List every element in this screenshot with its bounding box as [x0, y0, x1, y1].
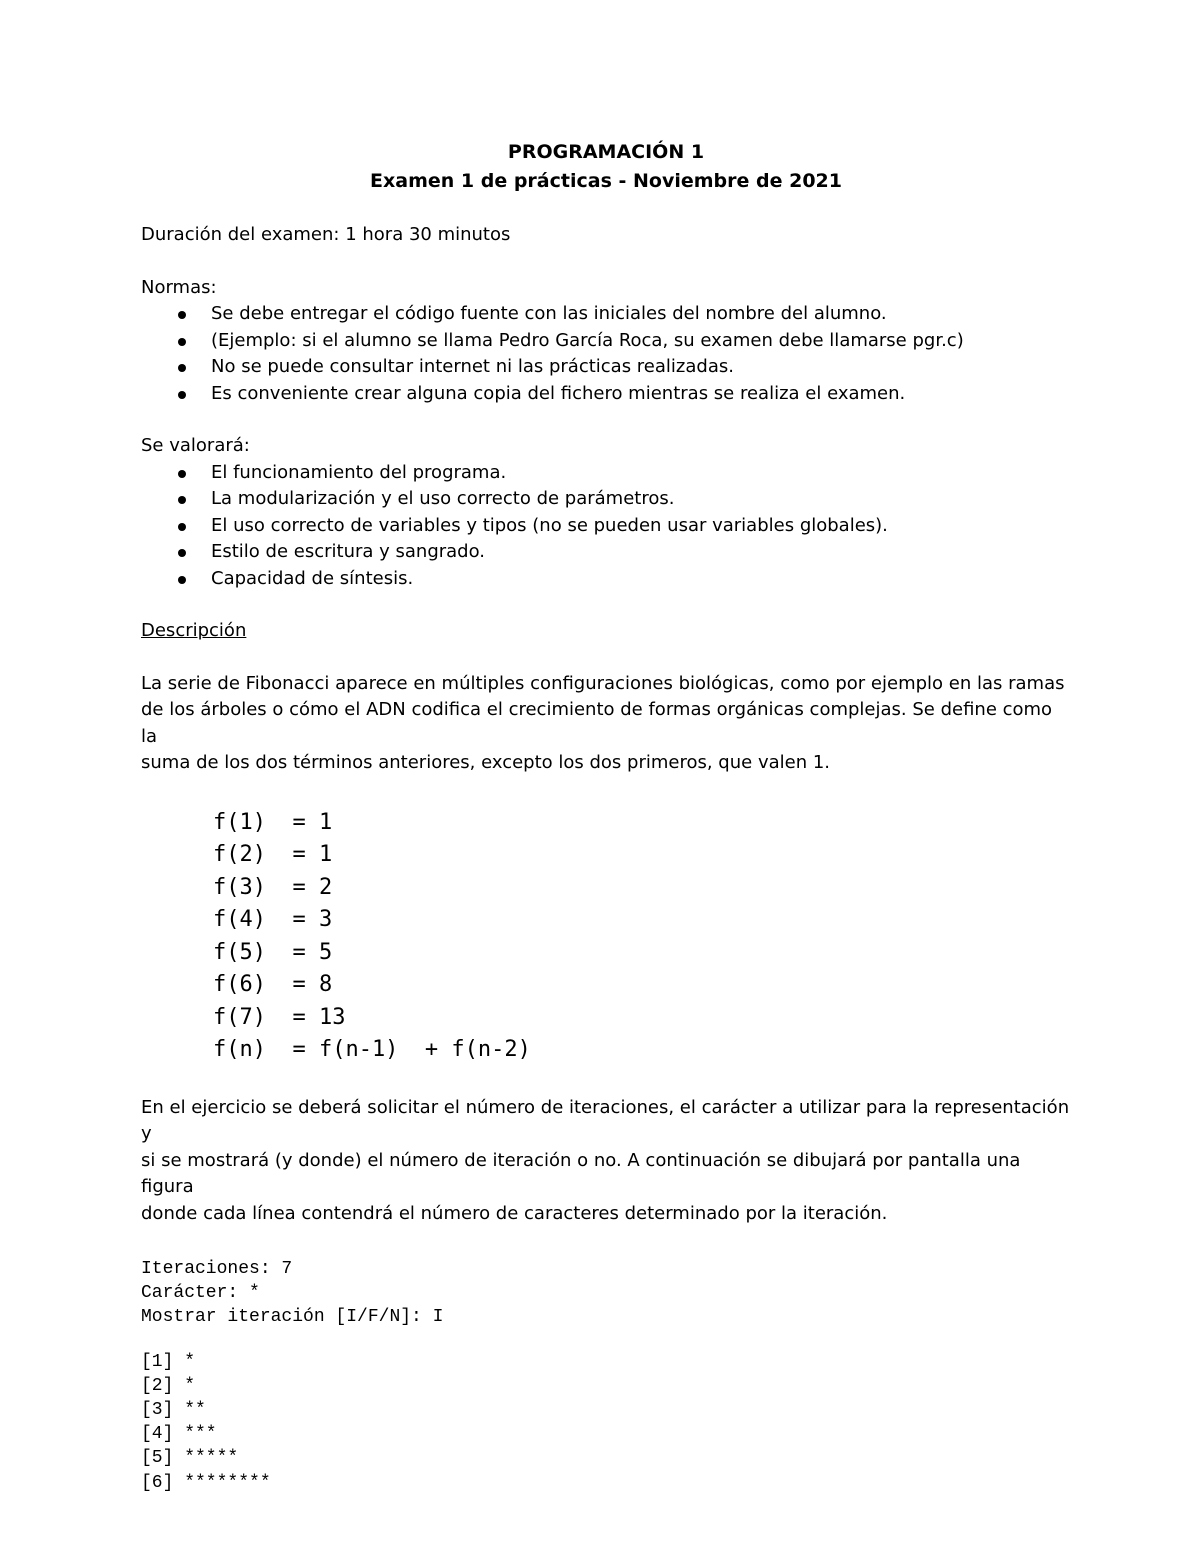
- list-item: Es conveniente crear alguna copia del fichero mientras se realiza el examen.: [211, 381, 1071, 408]
- console-prompt: Iteraciones: 7: [141, 1259, 293, 1279]
- description-heading: Descripción: [141, 620, 247, 641]
- rules-list: [141, 301, 1071, 407]
- console-output-line: [6] ********: [141, 1472, 271, 1493]
- console-output-line: [5] *****: [141, 1448, 239, 1469]
- grading-heading: Se valorará:: [141, 435, 250, 456]
- exam-duration: Duración del examen: 1 hora 30 minutos: [141, 224, 511, 245]
- list-item: El funcionamiento del programa.: [211, 460, 1071, 487]
- formula-line: f(n) = f(n-1) + f(n-2): [213, 1037, 531, 1062]
- list-item: No se puede consultar internet ni las prácticas realizadas.: [211, 354, 1071, 381]
- exercise-line: si se mostrará (y donde) el número de iteración o no. A continuación se dibujará por pantalla una figura: [141, 1149, 1021, 1197]
- exercise-line: donde cada línea contendrá el número de caracteres determinado por la iteración.: [141, 1202, 888, 1224]
- exam-document: [141, 138, 1071, 1495]
- grading-list: [141, 460, 1071, 593]
- page-title: PROGRAMACIÓN 1: [507, 141, 705, 163]
- console-output-line: [3] **: [141, 1400, 206, 1421]
- formula-line: f(4) = 3: [213, 907, 333, 932]
- formula-line: f(3) = 2: [213, 874, 333, 900]
- console-output-line: [1] *: [141, 1351, 196, 1372]
- console-output-line: [4] ***: [141, 1424, 217, 1445]
- description-line: de los árboles o cómo el ADN codifica el crecimiento de formas orgánicas complejas. Se define como la: [141, 699, 1053, 747]
- fibonacci-formulas: [141, 807, 1071, 1067]
- console-prompt: Mostrar iteración [I/F/N]: I: [141, 1307, 444, 1328]
- list-item: La modularización y el uso correcto de parámetros.: [211, 486, 1071, 513]
- description-line: La serie de Fibonacci aparece en múltiples configuraciones biológicas, como por ejemplo en las ramas: [141, 672, 1065, 694]
- list-item: El uso correcto de variables y tipos (no se pueden usar variables globales).: [211, 513, 1071, 540]
- formula-line: f(7) = 13: [213, 1004, 346, 1030]
- list-item: Capacidad de síntesis.: [211, 566, 1071, 593]
- description-line: suma de los dos términos anteriores, excepto los dos primeros, que valen 1.: [141, 752, 831, 773]
- rules-heading: Normas:: [141, 276, 217, 298]
- list-item: Estilo de escritura y sangrado.: [211, 539, 1071, 566]
- formula-line: f(1) = 1: [213, 809, 333, 835]
- formula-line: f(6) = 8: [213, 972, 333, 997]
- list-item: (Ejemplo: si el alumno se llama Pedro García Roca, su examen debe llamarse pgr.c): [211, 328, 1071, 355]
- formula-line: f(2) = 1: [213, 842, 333, 867]
- page-subtitle: Examen 1 de prácticas - Noviembre de 2021: [370, 170, 842, 192]
- exercise-line: En el ejercicio se deberá solicitar el número de iteraciones, el carácter a utilizar para la representación y: [141, 1096, 1070, 1144]
- console-example: [141, 1257, 1071, 1495]
- console-prompt: Carácter: *: [141, 1283, 260, 1304]
- list-item: Se debe entregar el código fuente con las iniciales del nombre del alumno.: [211, 301, 1071, 328]
- formula-line: f(5) = 5: [213, 939, 333, 965]
- console-output-line: [2] *: [141, 1375, 196, 1396]
